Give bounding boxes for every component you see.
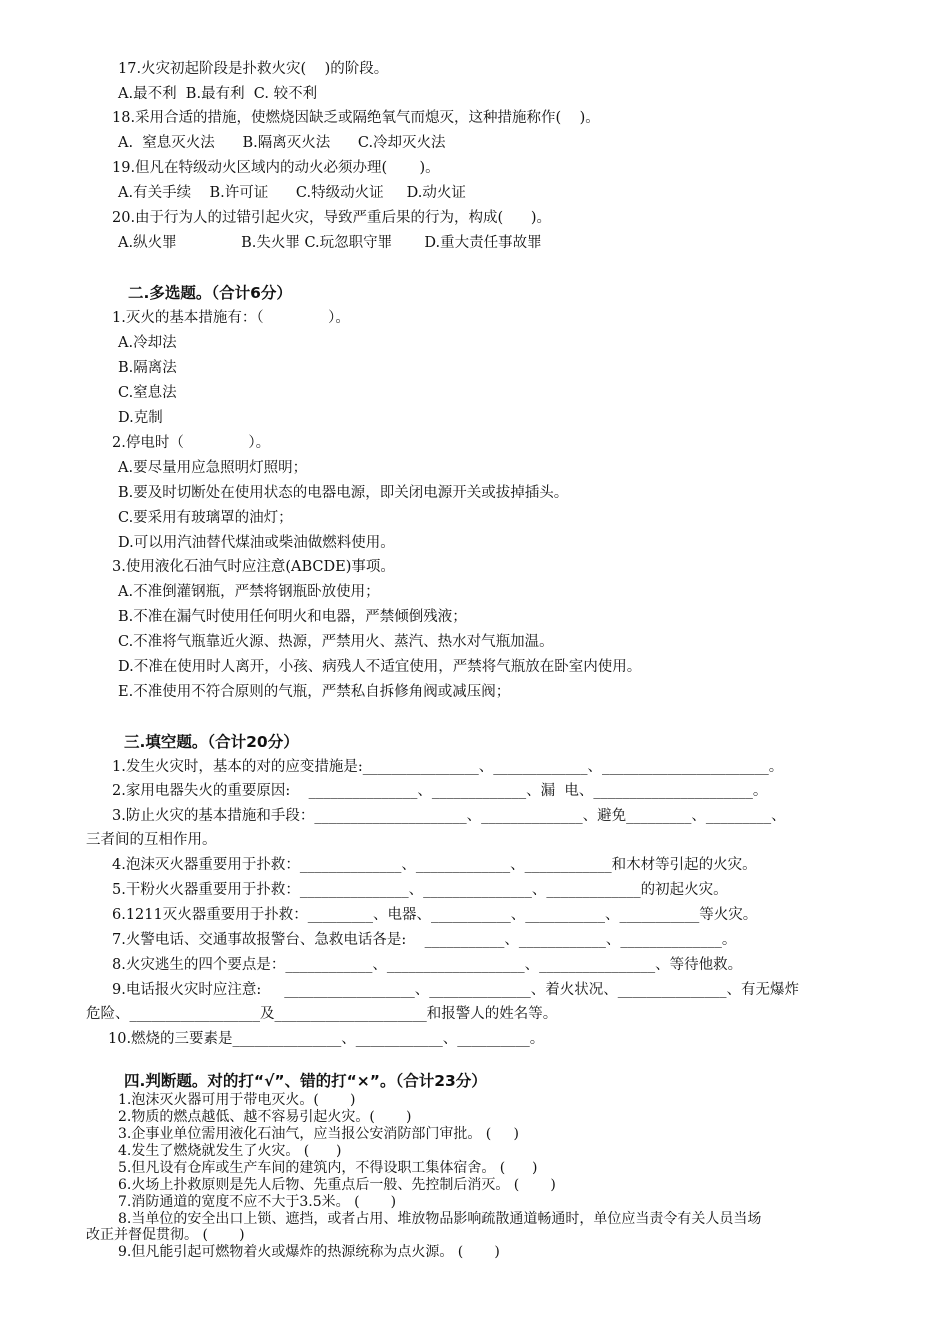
fill-question-9: 9.电话报火灾时应注意: __________________、______________、着火状况、_______________、有无爆炸: [112, 982, 800, 998]
mc-option: B.要及时切断处在使用状态的电器电源，即关闭电源开关或拔掉插头。: [118, 485, 569, 501]
mc-option: C.不准将气瓶靠近火源、热源，严禁用火、蒸汽、热水对气瓶加温。: [118, 634, 554, 650]
fill-question-3-cont: 三者间的互相作用。: [86, 832, 217, 848]
mc-option: D.可以用汽油替代煤油或柴油做燃料使用。: [118, 535, 395, 551]
mc-question-2: 2.停电时（ ）。: [112, 435, 271, 451]
tf-question-3: 3.企事业单位需用液化石油气，应当报公安消防部门审批。 ( ): [118, 1126, 519, 1142]
mc-option: B.隔离法: [118, 360, 177, 376]
tf-question-2: 2.物质的燃点越低、越不容易引起火灾。( ): [118, 1109, 412, 1125]
mc-question-3: 3.使用液化石油气时应注意(ABCDE)事项。: [112, 559, 395, 575]
tf-question-6: 6.火场上扑救原则是先人后物、先重点后一般、先控制后消灭。 ( ): [118, 1177, 556, 1193]
fill-question-6: 6.1211灭火器重要用于扑救：_________、电器、___________、___________、___________等火灾。: [112, 907, 758, 923]
question-18: 18.采用合适的措施，使燃烧因缺乏或隔绝氧气而熄灭，这种措施称作( )。: [112, 110, 600, 126]
fill-question-4: 4.泡沫灭火器重要用于扑救：______________、_____________、____________和木材等引起的火灾。: [112, 857, 757, 873]
question-19: 19.但凡在特级动火区域内的动火必须办理( )。: [112, 160, 440, 176]
fill-question-3: 3.防止火灾的基本措施和手段：_____________________、______________、避免_________、_________、: [112, 808, 786, 824]
tf-question-4: 4.发生了燃烧就发生了火灾。 ( ): [118, 1143, 342, 1159]
question-20-options: A.纵火罪 B.失火罪 C.玩忽职守罪 D.重大责任事故罪: [118, 235, 542, 251]
fill-question-8: 8.火灾逃生的四个要点是：____________、___________________、________________、等待他救。: [112, 957, 743, 973]
mc-option: D.克制: [118, 410, 163, 426]
mc-option: C.要采用有玻璃罩的油灯；: [118, 510, 293, 526]
question-19-options: A.有关手续 B.许可证 C.特级动火证 D.动火证: [118, 185, 466, 201]
section-2-heading: 二.多选题。（合计6分）: [128, 284, 292, 302]
fill-question-9-cont: 危险、__________________及_____________________和报警人的姓名等。: [86, 1006, 558, 1022]
fill-question-5: 5.干粉火火器重要用于扑救：_______________、_______________、_____________的初起火灾。: [112, 882, 728, 898]
fill-question-2: 2.家用电器失火的重要原因: _______________、_____________、漏 电、______________________。: [112, 783, 768, 799]
question-20: 20.由于行为人的过错引起火灾，导致严重后果的行为，构成( )。: [112, 210, 552, 226]
fill-question-10: 10.燃烧的三要素是_______________、____________、__________。: [108, 1031, 545, 1047]
question-18-options: A. 窒息灭火法 B.隔离灭火法 C.冷却灭火法: [118, 135, 446, 151]
tf-question-1: 1.泡沫灭火器可用于带电灭火。( ): [118, 1092, 356, 1108]
mc-question-1: 1.灭火的基本措施有：（ ）。: [112, 310, 350, 326]
tf-question-8: 8.当单位的安全出口上锁、遮挡，或者占用、堆放物品影响疏散通道畅通时，单位应当责令有关人员当场: [118, 1211, 762, 1227]
tf-question-9: 9.但凡能引起可燃物着火或爆炸的热源统称为点火源。 ( ): [118, 1244, 500, 1260]
mc-option: C.窒息法: [118, 385, 177, 401]
mc-option: A.不准倒灌钢瓶，严禁将钢瓶卧放使用；: [118, 584, 380, 600]
mc-option: A.要尽量用应急照明灯照明；: [118, 460, 308, 476]
tf-question-5: 5.但凡设有仓库或生产车间的建筑内，不得设职工集体宿舍。 ( ): [118, 1160, 538, 1176]
section-4-heading: 四.判断题。对的打“√”、错的打“×”。（合计23分）: [124, 1072, 487, 1090]
fill-question-1: 1.发生火灾时，基本的对的应变措施是:________________、_____________、_______________________。: [112, 759, 784, 775]
tf-question-7: 7.消防通道的宽度不应不大于3.5米。 ( ): [118, 1194, 397, 1210]
mc-option: D.不准在使用时人离开，小孩、病残人不适宜使用，严禁将气瓶放在卧室内使用。: [118, 659, 642, 675]
question-17-options: A.最不利 B.最有利 C. 较不利: [118, 86, 318, 102]
mc-option: E.不准使用不符合原则的气瓶，严禁私自拆修角阀或减压阀；: [118, 684, 511, 700]
section-3-heading: 三.填空题。（合计20分）: [124, 733, 299, 751]
fill-question-7: 7.火警电话、交通事故报警台、急救电话各是: ___________、____________、______________。: [112, 932, 737, 948]
question-17: 17.火灾初起阶段是扑救火灾( )的阶段。: [118, 61, 389, 77]
mc-option: B.不准在漏气时使用任何明火和电器，严禁倾倒残液；: [118, 609, 467, 625]
tf-question-8-cont: 改正并督促贯彻。 ( ): [86, 1227, 245, 1243]
mc-option: A.冷却法: [118, 335, 177, 351]
